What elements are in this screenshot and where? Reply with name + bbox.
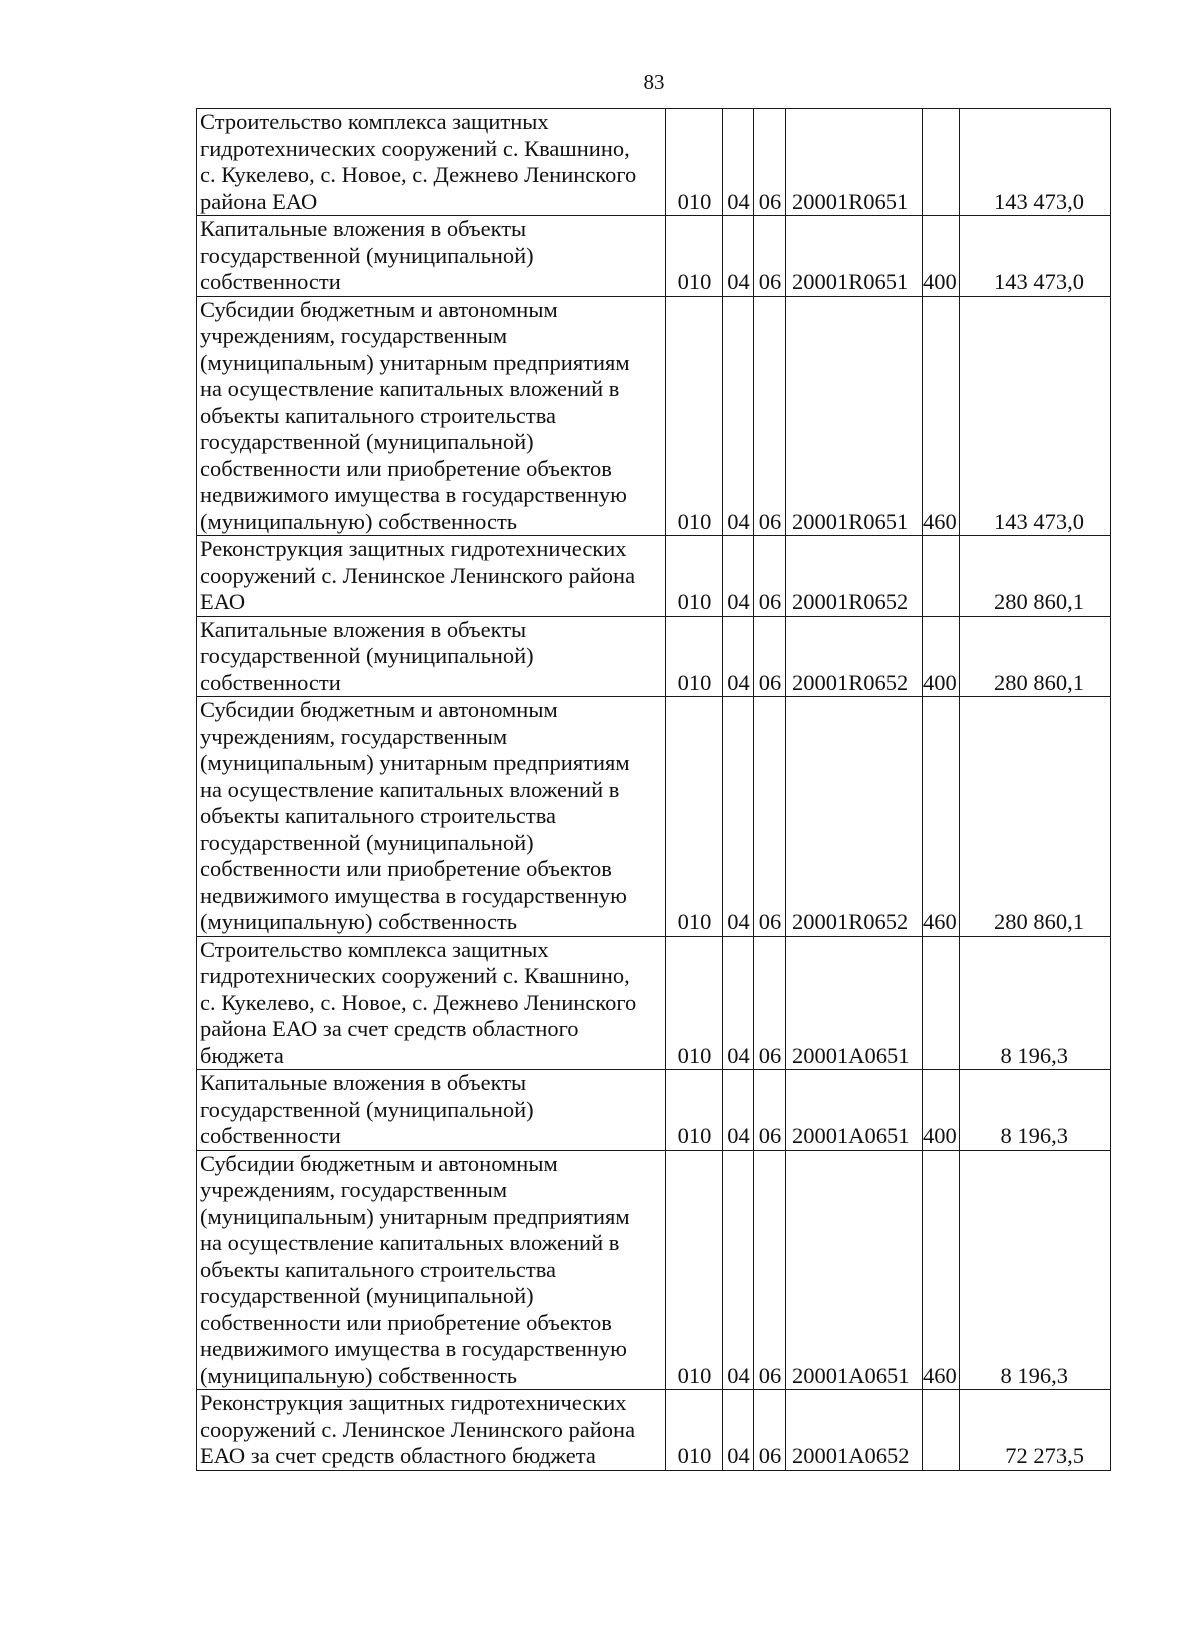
expense-type-cell (923, 536, 960, 617)
section-code-cell: 04 (723, 216, 754, 297)
ministry-code-cell: 010 (666, 216, 723, 297)
target-article-cell: 20001R0652 (786, 616, 923, 697)
target-article-cell: 20001А0651 (786, 1070, 923, 1151)
section-code-cell: 04 (723, 1070, 754, 1151)
ministry-code-cell: 010 (666, 1070, 723, 1151)
table-row (197, 1390, 1111, 1471)
target-article-cell: 20001R0651 (786, 296, 923, 536)
subsection-code-cell: 06 (754, 296, 786, 536)
section-code-cell: 04 (723, 616, 754, 697)
section-code-cell: 04 (723, 1390, 754, 1471)
expense-type-cell (923, 109, 960, 216)
amount-cell: 280 860,1 (960, 536, 1111, 617)
page-number: 83 (643, 70, 665, 94)
amount-cell: 143 473,0 (960, 296, 1111, 536)
section-code-cell: 04 (723, 536, 754, 617)
subsection-code-cell: 06 (754, 1150, 786, 1390)
ministry-code-cell: 010 (666, 296, 723, 536)
subsection-code-cell: 06 (754, 936, 786, 1070)
expense-name-cell: Строительство комплекса защитных гидротехнических сооружений с. Квашнино, с. Кукелево, с. Новое, с. Дежнево Ленинского района ЕАО (197, 109, 666, 216)
ministry-code-cell: 010 (666, 936, 723, 1070)
table-row (197, 296, 1111, 536)
ministry-code-cell: 010 (666, 1150, 723, 1390)
expense-name-cell: Строительство комплекса защитных гидротехнических сооружений с. Квашнино, с. Кукелево, с. Новое, с. Дежнево Ленинского района ЕАО за счет средств областного бюджета (197, 936, 666, 1070)
expense-type-cell: 460 (923, 697, 960, 937)
table-row (197, 109, 1111, 216)
subsection-code-cell: 06 (754, 1390, 786, 1471)
subsection-code-cell: 06 (754, 1070, 786, 1151)
subsection-code-cell: 06 (754, 697, 786, 937)
expense-name-cell: Капитальные вложения в объекты государственной (муниципальной) собственности (197, 1070, 666, 1151)
amount-cell: 8 196,3 (960, 936, 1111, 1070)
section-code-cell: 04 (723, 697, 754, 937)
amount-cell: 143 473,0 (960, 109, 1111, 216)
subsection-code-cell: 06 (754, 536, 786, 617)
target-article-cell: 20001А0651 (786, 1150, 923, 1390)
target-article-cell: 20001R0652 (786, 697, 923, 937)
target-article-cell: 20001R0651 (786, 109, 923, 216)
amount-cell: 280 860,1 (960, 697, 1111, 937)
target-article-cell: 20001А0651 (786, 936, 923, 1070)
expense-name-cell: Субсидии бюджетным и автономным учреждениям, государственным (муниципальным) унитарным предприятиям на осуществление капитальных вложений в объекты капитального строительства государственной (муниципальной) собственности или приобретение объектов недвижимого имущества в государственную (муниципальную) собственность (197, 697, 666, 937)
table-row (197, 1150, 1111, 1390)
ministry-code-cell: 010 (666, 1390, 723, 1471)
section-code-cell: 04 (723, 1150, 754, 1390)
amount-cell: 8 196,3 (960, 1070, 1111, 1151)
table-body (197, 109, 1111, 1471)
expense-type-cell: 460 (923, 1150, 960, 1390)
amount-cell: 72 273,5 (960, 1390, 1111, 1471)
ministry-code-cell: 010 (666, 616, 723, 697)
table-row (197, 936, 1111, 1070)
table-row (197, 1070, 1111, 1151)
expense-name-cell: Капитальные вложения в объекты государственной (муниципальной) собственности (197, 216, 666, 297)
table-row (197, 216, 1111, 297)
target-article-cell: 20001R0652 (786, 536, 923, 617)
table-row (197, 697, 1111, 937)
budget-table (196, 108, 1111, 1471)
expense-type-cell: 460 (923, 296, 960, 536)
subsection-code-cell: 06 (754, 616, 786, 697)
table-row (197, 536, 1111, 617)
amount-cell: 8 196,3 (960, 1150, 1111, 1390)
expense-name-cell: Субсидии бюджетным и автономным учреждениям, государственным (муниципальным) унитарным предприятиям на осуществление капитальных вложений в объекты капитального строительства государственной (муниципальной) собственности или приобретение объектов недвижимого имущества в государственную (муниципальную) собственность (197, 1150, 666, 1390)
expense-name-cell: Реконструкция защитных гидротехнических сооружений с. Ленинское Ленинского района ЕАО за счет средств областного бюджета (197, 1390, 666, 1471)
expense-type-cell: 400 (923, 216, 960, 297)
expense-name-cell: Капитальные вложения в объекты государственной (муниципальной) собственности (197, 616, 666, 697)
expense-name-cell: Субсидии бюджетным и автономным учреждениям, государственным (муниципальным) унитарным предприятиям на осуществление капитальных вложений в объекты капитального строительства государственной (муниципальной) собственности или приобретение объектов недвижимого имущества в государственную (муниципальную) собственность (197, 296, 666, 536)
expense-type-cell (923, 1390, 960, 1471)
expense-type-cell (923, 936, 960, 1070)
section-code-cell: 04 (723, 296, 754, 536)
section-code-cell: 04 (723, 109, 754, 216)
ministry-code-cell: 010 (666, 109, 723, 216)
expense-type-cell: 400 (923, 1070, 960, 1151)
ministry-code-cell: 010 (666, 536, 723, 617)
table-row (197, 616, 1111, 697)
target-article-cell: 20001А0652 (786, 1390, 923, 1471)
expense-type-cell: 400 (923, 616, 960, 697)
subsection-code-cell: 06 (754, 216, 786, 297)
target-article-cell: 20001R0651 (786, 216, 923, 297)
expense-name-cell: Реконструкция защитных гидротехнических сооружений с. Ленинское Ленинского района ЕАО (197, 536, 666, 617)
subsection-code-cell: 06 (754, 109, 786, 216)
section-code-cell: 04 (723, 936, 754, 1070)
ministry-code-cell: 010 (666, 697, 723, 937)
amount-cell: 280 860,1 (960, 616, 1111, 697)
amount-cell: 143 473,0 (960, 216, 1111, 297)
